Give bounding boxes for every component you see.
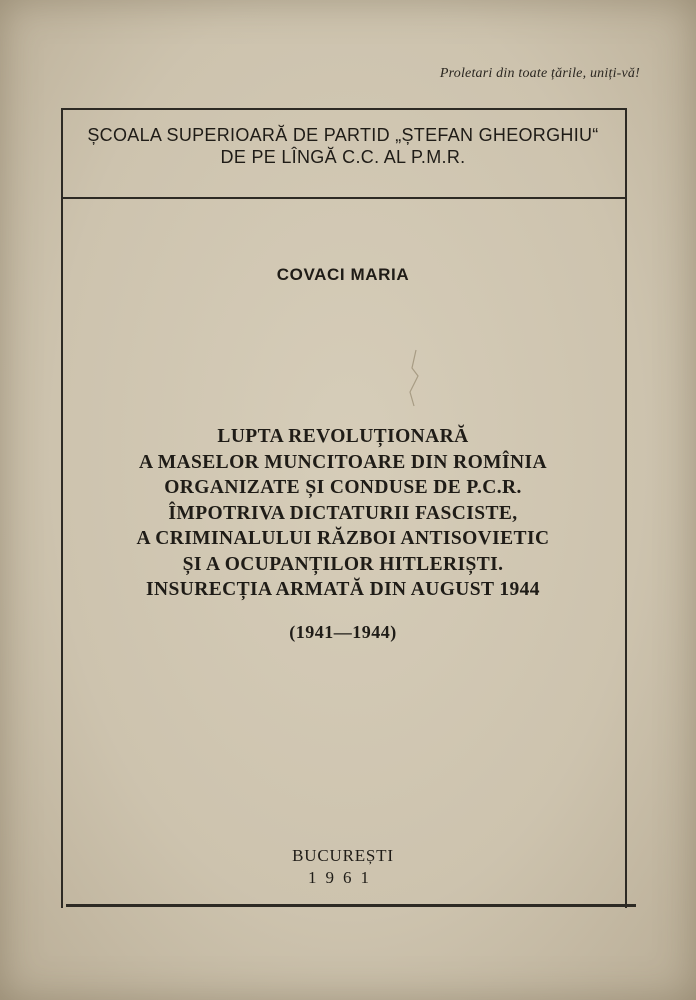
paper-crease-mark — [402, 348, 428, 408]
title-line: ÎMPOTRIVA DICTATURII FASCISTE, — [168, 502, 518, 524]
school-header — [70, 124, 616, 168]
year-range: (1941—1944) — [289, 622, 397, 642]
title-line: ȘI A OCUPANȚILOR HITLERIȘTI. — [182, 553, 504, 575]
frame-bottom-rule — [66, 904, 636, 907]
motto: Proletari din toate țările, uniți-vă! — [439, 66, 640, 81]
imprint-city: BUCUREȘTI — [292, 846, 394, 865]
school-line-1: ȘCOALA SUPERIOARĂ DE PARTID „ȘTEFAN GHEORGHIU“ — [87, 125, 599, 145]
title-line: A CRIMINALULUI RĂZBOI ANTISOVIETIC — [136, 528, 550, 549]
book-title — [70, 424, 616, 603]
title-line: A MASELOR MUNCITOARE DIN ROMÎNIA — [139, 451, 547, 473]
title-line: LUPTA REVOLUȚIONARĂ — [217, 426, 469, 447]
title-line: ORGANIZATE ȘI CONDUSE DE P.C.R. — [164, 477, 522, 498]
frame-right-rule — [625, 108, 627, 908]
frame-left-rule — [61, 108, 63, 908]
frame-top-rule — [61, 108, 627, 110]
author-name: COVACI MARIA — [276, 265, 410, 284]
header-divider-rule — [61, 197, 627, 199]
school-line-2: DE PE LÎNGĂ C.C. AL P.M.R. — [220, 147, 466, 167]
title-line: INSURECȚIA ARMATĂ DIN AUGUST 1944 — [146, 579, 540, 600]
imprint-year: 1961 — [308, 868, 378, 887]
